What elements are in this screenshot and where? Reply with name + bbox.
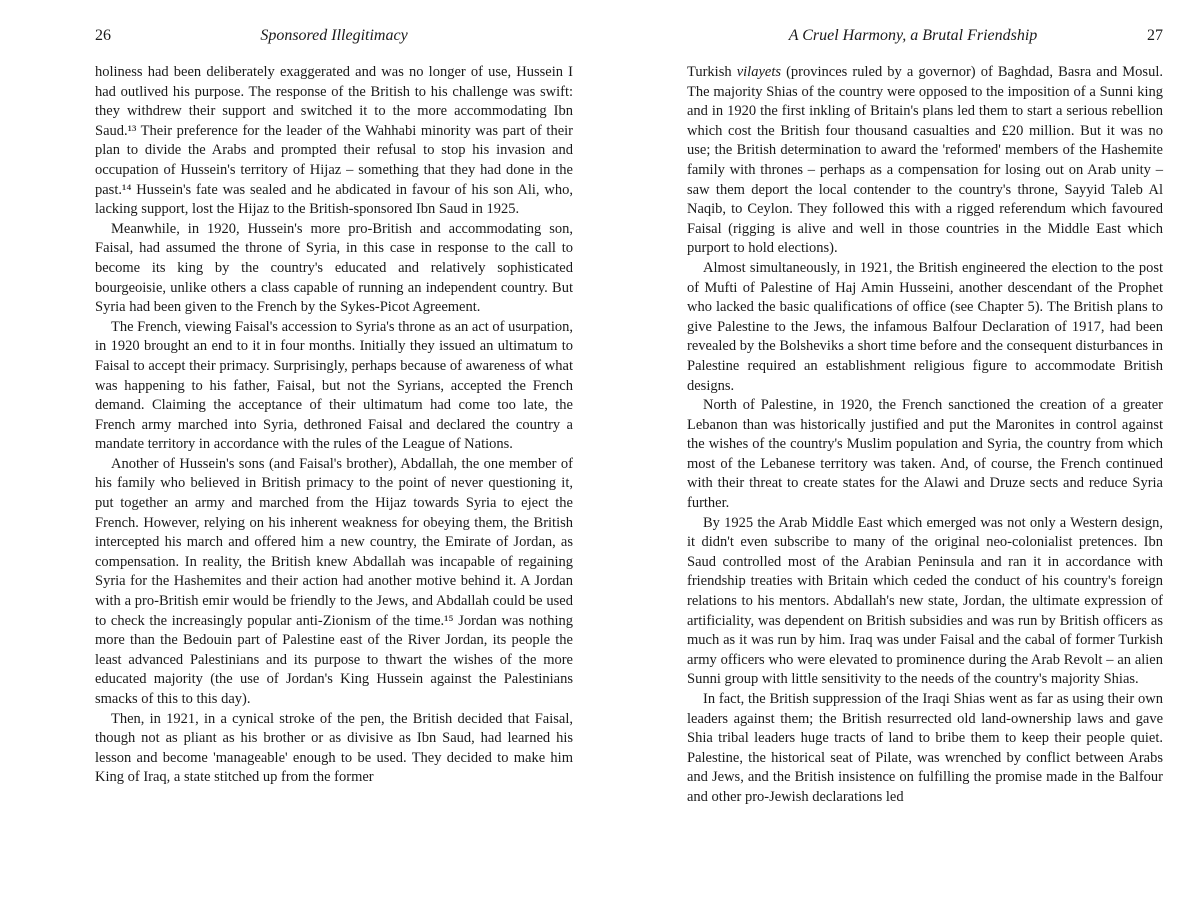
right-page-header — [687, 27, 1163, 53]
left-paragraph-1: holiness had been deliberately exaggerated and was no longer of use, Hussein I had outlived his purpose. The response of the British to his challenge was swift: they withdrew their support and switched it to the more accommodating Ibn Saud.¹³ Their preference for the leader of the Wahhabi minority was part of their plan to divide the Arabs and prompted their refusal to stop his invasion and occupation of Hussein's territory of Hijaz – something that they had done in the past.¹⁴ Hussein's fate was sealed and he abdicated in favour of his son Ali, who, lacking support, lost the Hijaz to the British-sponsored Ibn Saud in 1925. — [95, 64, 573, 218]
left-page-header — [95, 27, 573, 53]
left-page — [95, 0, 573, 898]
right-paragraph-5: In fact, the British suppression of the Iraqi Shias went as far as using their own leaders against them; the British resurrected old land-ownership laws and gave Shia tribal leaders huge tracts of land to bribe them to keep their people quiet. Palestine, the historical seat of Pilate, was wrenched by conflict between Arabs and Jews, and the British insistence on fulfilling the promise made in the Balfour and other pro-Jewish declarations led — [687, 691, 1163, 805]
left-paragraph-4: Another of Hussein's sons (and Faisal's brother), Abdallah, the one member of his family who believed in British primacy to the point of never questioning it, put together an army and marched from the Hijaz towards Syria to eject the French. However, relying on his inherent weakness for obeying them, the British intercepted his march and offered him a new country, the Emirate of Jordan, as compensation. In reality, the British knew Abdallah was incapable of regaining Syria for the Hashemites and their action had another motive behind it. A Jordan with a pro-British emir would be friendly to the Jews, and Abdallah could be used to check the increasingly popular anti-Zionism of the time.¹⁵ Jordan was nothing more than the Bedouin part of Palestine east of the River Jordan, its people the least advanced Palestinians and its purpose to thwart the wishes of the more educated majority (the use of Jordan's King Hussein against the Palestinians smacks of this to this day). — [95, 455, 573, 707]
right-paragraph-4: By 1925 the Arab Middle East which emerged was not only a Western design, it didn't even subscribe to many of the original neo-colonialist pretences. Ibn Saud controlled most of the Arabian Peninsula and ran it in accordance with friendship treaties with Britain which ceded the conduct of his country's foreign relations to his mentors. Abdallah's new state, Jordan, the ultimate expression of artificiality, was dependent on British subsidies and was run by British officers as much as it was run by him. Iraq was under Faisal and the cabal of former Turkish army officers who were elevated to prominence during the Arab Revolt – an alien Sunni group with little sensitivity to the needs of the country's majority Shias. — [687, 514, 1163, 688]
right-paragraph-2: Almost simultaneously, in 1921, the British engineered the election to the post of Mufti of Palestine of Haj Amin Husseini, another descendant of the Prophet who lacked the basic qualifications of office (see Chapter 5). The British plans to give Palestine to the Jews, the infamous Balfour Declaration of 1917, had been revealed by the Bolsheviks a short time before and the consequent disturbances in Palestine required an establishment religious figure to accommodate British designs. — [687, 259, 1163, 394]
left-page-number: 26 — [95, 27, 111, 44]
left-page-body — [95, 63, 573, 788]
left-paragraph-2: Meanwhile, in 1920, Hussein's more pro-British and accommodating son, Faisal, had assumed the throne of Syria, in this case in response to the call to become its king by the country's educated and relatively sophisticated bourgeoisie, unlike others a class capable of running an independent country. But Syria had been given to the French by the Sykes-Picot Agreement. — [95, 220, 573, 316]
right-running-title: A Cruel Harmony, a Brutal Friendship — [788, 27, 1038, 44]
right-page — [687, 0, 1163, 898]
right-paragraph-3: North of Palestine, in 1920, the French sanctioned the creation of a greater Lebanon than was historically justified and put the Maronites in control against the wishes of the country's Muslim population and Syria, the country from which most of the Lebanese territory was taken. And, of course, the French continued with their threat to create states for the Alawi and Druze sects and reduce Syria further. — [687, 397, 1163, 512]
left-paragraph-3: The French, viewing Faisal's accession to Syria's throne as an act of usurpation, in 1920 brought an end to it in four months. Initially they issued an ultimatum to Faisal to accept their primacy. Surprisingly, perhaps because of awareness of what was happening to his father, Faisal, but not the Syrians, accepted the French demand. Claiming the acceptance of their ultimatum had come too late, the French army marched into Syria, dethroned Faisal and declared the country a mandate territory in accordance with the rules of the League of Nations. — [95, 318, 573, 453]
right-page-body — [687, 63, 1163, 808]
right-page-number: 27 — [1147, 27, 1163, 44]
left-running-title: Sponsored Illegitimacy — [260, 27, 408, 44]
right-paragraph-1: Turkish vilayets (provinces ruled by a governor) of Baghdad, Basra and Mosul. The majority Shias of the country were opposed to the imposition of a Sunni king and in 1920 the first inkling of Britain's plans led them to start a serious rebellion which cost the British four thousand casualties and £20 million. But it was no use; the British determination to award the 'reformed' members of the Hashemite family with thrones – perhaps as a compensation for losing out on Arab unity – saw them deport the local contender to the country's throne, Sayyid Taleb Al Naqib, to Ceylon. They followed this with a rigged referendum which favoured Faisal (rigging is alive and well in those countries in the Middle East which purport to hold elections). — [687, 64, 1163, 257]
left-paragraph-5: Then, in 1921, in a cynical stroke of the pen, the British decided that Faisal, though not as pliant as his brother or as divisive as Ibn Saud, had learned his lesson and become 'manageable' enough to be used. They decided to make him King of Iraq, a state stitched up from the former — [95, 710, 573, 786]
